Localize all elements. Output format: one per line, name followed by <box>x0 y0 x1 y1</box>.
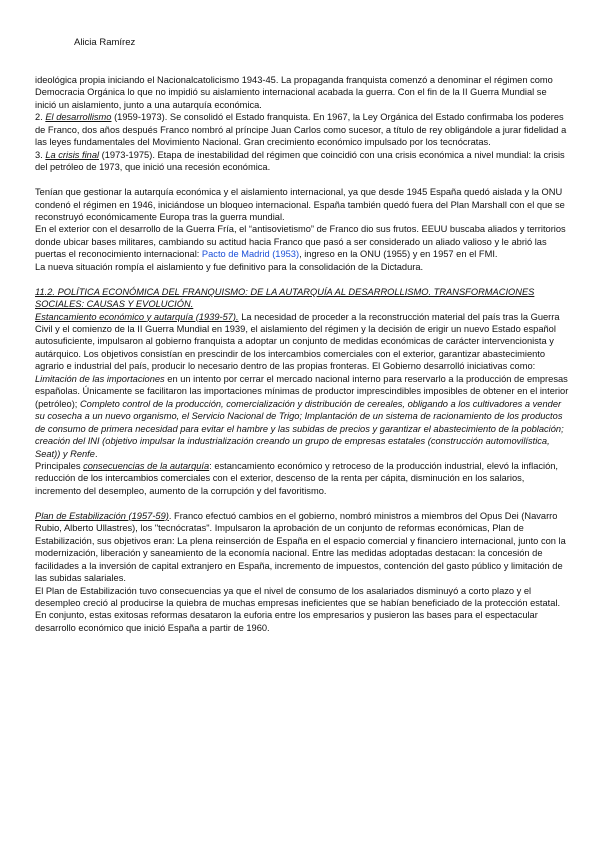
emphasis-text: Completo control de la producción, comercialización y distribución de cereales, obligando a los cultivadores a vender su cosecha a un nuevo organismo, el Servicio Nacional de Trigo; Implantación de un sistema de racionamiento de los productos de consumo de primera necesidad para evitar el hambre y las subidas de precios y garantizar el abastecimiento de la población; creación del INI (objetivo impulsar la industrialización creando un grupo de empresas estatales (construcción automovilística, Seat)) y Renfe <box>35 398 564 459</box>
pacto-madrid-link[interactable]: Pacto de Madrid (1953) <box>201 249 300 260</box>
closing-paragraph: La nueva situación rompía el aislamiento y fue definitivo para la consolidación de la Dictadura. <box>35 261 424 272</box>
list-number: 2. <box>35 112 46 123</box>
item-title: La crisis final <box>45 149 100 160</box>
emphasis-text: Limitación de las importaciones <box>35 373 165 384</box>
subsection-title: Plan de Estabilización (1957-59) <box>35 510 169 521</box>
paragraph-text: . <box>94 448 98 459</box>
cold-war-paragraph <box>35 223 569 260</box>
plan-consequences-paragraph: El Plan de Estabilización tuvo consecuencias ya que el nivel de consumo de los asalariados disminuyó a corto plazo y el desempleo creció al producirse la quiebra de muchas empresas ineficientes que se habían beneficiado de la protección estatal. En conjunto, estas exitosas reformas desataron la euforia entre los empresarios y pusieron las bases para el espectacular desarrollo económico que inició España a partir de 1960. <box>35 585 561 633</box>
item-title: El desarrollismo <box>45 112 112 123</box>
section-heading: 11.2. POLÍTICA ECONÓMICA DEL FRANQUISMO: DE LA AUTARQUÍA AL DESARROLLISMO. TRANSFORMACIONES SOCIALES: CAUSAS Y EVOLUCIÓN. <box>35 286 535 310</box>
paragraph-text: en un intento por cerrar el mercado nacional interno para reservarlo a la producción de empresas españolas. Únicamente se facilitaron las importaciones mínimas de productor imprescindibles imposibles de obtener en el interior (petróleo); <box>35 373 569 409</box>
autarquia-paragraph <box>35 311 569 460</box>
item-text: (1959-1973). Se consolidó el Estado franquista. En 1967, la Ley Orgánica del Estado confirmaba los poderes de Franco, dos años después Franco nombró al príncipe Juan Carlos como sucesor, a título de rey obligándole a jurar fidelidad a las leyes fundamentales del Movimiento Nacional. Gran crecimiento económico impulsado por los tecnócratas. <box>35 112 567 148</box>
paragraph-text: En el exterior con el desarrollo de la Guerra Fría, el “antisovietismo” de Franco dio sus frutos. EEUU buscaba aliados y territorios donde ubicar bases militares, cambiando su actitud hacia Franco que pasó a ser considerado un aliado valioso y le abrió las puertas el reconocimiento internacional: <box>35 224 566 260</box>
subsection-title: consecuencias de la autarquía <box>83 461 210 472</box>
document-body <box>35 74 569 634</box>
paragraph-text: , ingreso en la ONU (1955) y en 1957 en el FMI. <box>299 249 498 260</box>
paragraph-text: La necesidad de proceder a la reconstrucción material del país tras la Guerra Civil y el comienzo de la II Guerra Mundial en 1939, el aislamiento del régimen y la decisión de erigir un nuevo Estado español autosuficiente, impulsaron al gobierno franquista a adoptar un conjunto de medidas económicas de carácter intervencionista y autárquico. Los objetivos consistían en prescindir de los intercambios comerciales con el exterior, garantizar abastecimiento agrario e industrial del país, producir lo necesario dentro de las propias fronteras. El Gobierno desarrolló iniciativas como: <box>35 311 560 372</box>
paragraph-text: . Franco efectuó cambios en el gobierno, nombró ministros a miembros del Opus Dei (Navarro Rubio, Alberto Ullastres), los "tecnócratas". Impulsaron la aprobación de un conjunto de reformas económicas, Plan de Estabilización, sus objetivos eran: La plena reinserción de España en el espacio comercial y financiero internacional, junto con la modernización, liberación y saneamiento de la economía nacional. Entre las medidas adoptadas destacan: la concesión de facilidades a la inversión de capital extranjero en España, incremento de impuestos, contención del gasto público y limitación de las subidas salariales. <box>35 510 566 584</box>
list-item-desarrollismo <box>35 111 569 148</box>
spacer <box>35 273 569 285</box>
intro-paragraph: ideológica propia iniciando el Nacionalcatolicismo 1943-45. La propaganda franquista comenzó a denominar el régimen como Democracia Orgánica lo que no impidió su aislamiento internacional acabada la guerra. Con el fin de la II Guerra Mundial se inició un aislamiento, junto a una autarquía económica. <box>35 75 553 110</box>
subsection-title: Estancamiento económico y autarquía (1939-57). <box>35 311 239 322</box>
spacer <box>35 174 569 186</box>
paragraph-text: Principales <box>35 461 84 472</box>
list-item-crisis-final <box>35 149 569 174</box>
item-text: (1973-1975). Etapa de inestabilidad del régimen que coincidió con una crisis económica a nivel mundial: la crisis del petróleo de 1973, que inició una recesión económica. <box>35 149 565 173</box>
paragraph-text: : estancamiento económico y retroceso de la producción industrial, elevó la inflación, reducción de los intercambios comerciales con el exterior, descenso de la renta per cápita, disminución en los salarios, incremento del desempleo, aumento de la corrupción y del favoritismo. <box>35 461 559 496</box>
consecuencias-paragraph <box>35 460 569 497</box>
plan-paragraph <box>35 510 569 585</box>
list-number: 3. <box>35 149 46 160</box>
author-name: Alicia Ramírez <box>74 37 136 48</box>
isolation-paragraph: Tenían que gestionar la autarquía económica y el aislamiento internacional, ya que desde 1945 España quedó aislada y la ONU condenó el régimen en 1946, iniciándose un bloqueo internacional. España también quedó fuera del Plan Marshall con el que se reconstruyó económicamente Europa tras la guerra mundial. <box>35 187 565 222</box>
spacer <box>35 497 569 509</box>
